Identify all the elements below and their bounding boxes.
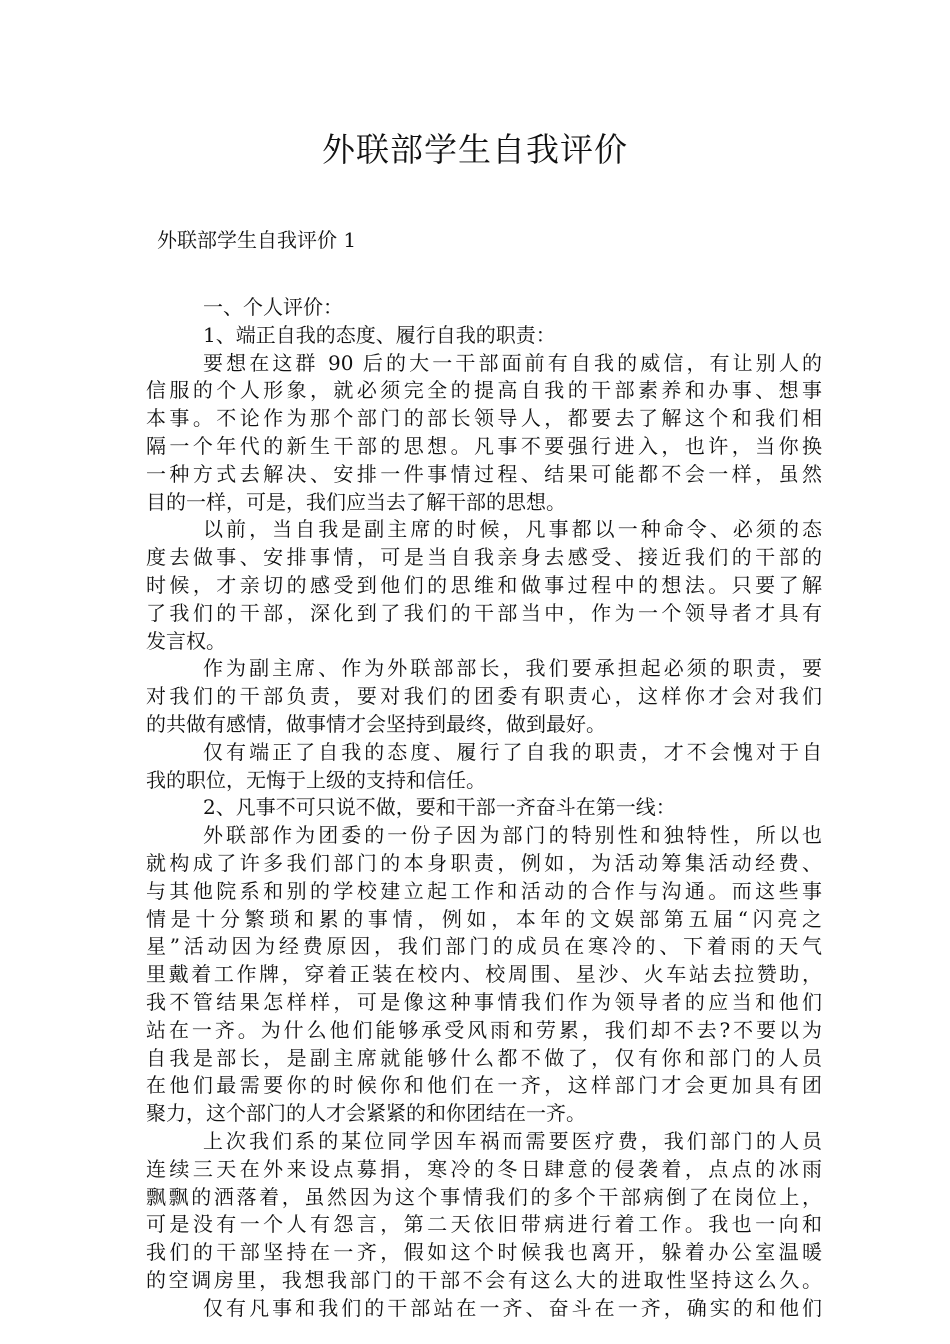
text-line: 一种方式去解决、安排一件事情过程、结果可能都不会一样，虽然 <box>146 461 822 486</box>
text-line: 与其他院系和别的学校建立起工作和活动的合作与沟通。而这些事 <box>146 878 822 903</box>
text-line: 就构成了许多我们部门的本身职责，例如，为活动筹集活动经费、 <box>146 850 822 875</box>
text-line: 以前，当自我是副主席的时候，凡事都以一种命令、必须的态 <box>203 517 822 542</box>
text-line: 飘飘的洒落着，虽然因为这个事情我们的多个干部病倒了在岗位上， <box>146 1184 822 1209</box>
document-body <box>146 294 822 1322</box>
text-line: 信服的个人形象，就必须完全的提高自我的干部素养和办事、想事 <box>146 378 822 403</box>
text-line: 本事。不论作为那个部门的部长领导人，都要去了解这个和我们相 <box>146 406 822 431</box>
text-line: 外联部作为团委的一份子因为部门的特别性和独特性，所以也 <box>203 823 822 848</box>
text-line: 情是十分繁琐和累的事情，例如，本年的文娱部第五届“闪亮之 <box>146 906 822 931</box>
text-line: 我的职位，无悔于上级的支持和信任。 <box>146 767 486 792</box>
text-line: 度去做事、安排事情，可是当自我亲身去感受、接近我们的干部的 <box>146 545 822 570</box>
text-line: 1、端正自我的态度、履行自我的职责： <box>203 322 556 347</box>
document-subtitle: 外联部学生自我评价 1 <box>157 228 357 252</box>
text-line: 对我们的干部负责，要对我们的团委有职责心，这样你才会对我们 <box>146 684 822 709</box>
text-line: 星”活动因为经费原因，我们部门的成员在寒冷的、下着雨的天气 <box>146 934 822 959</box>
text-line: 连续三天在外来设点募捐，寒冷的冬日肆意的侵袭着，点点的冰雨 <box>146 1156 822 1181</box>
text-line: 发言权。 <box>146 628 226 653</box>
text-line: 上次我们系的某位同学因车祸而需要医疗费，我们部门的人员 <box>203 1128 822 1153</box>
text-line: 2、凡事不可只说不做，要和干部一齐奋斗在第一线： <box>203 795 676 820</box>
text-line: 我不管结果怎样样，可是像这种事情我们作为领导者的应当和他们 <box>146 989 822 1014</box>
text-line: 自我是部长，是副主席就能够什么都不做了，仅有你和部门的人员 <box>146 1045 822 1070</box>
text-line: 的空调房里，我想我部门的干部不会有这么大的进取性坚持这么久。 <box>146 1267 822 1292</box>
text-line: 时候，才亲切的感受到他们的思维和做事过程中的想法。只要了解 <box>146 572 822 597</box>
text-line: 仅有凡事和我们的干部站在一齐、奋斗在一齐，确实的和他们 <box>203 1295 822 1320</box>
text-line: 我们的干部坚持在一齐，假如这个时候我也离开，躲着办公室温暖 <box>146 1240 822 1265</box>
text-line: 可是没有一个人有怨言，第二天依旧带病进行着工作。我也一向和 <box>146 1212 822 1237</box>
text-line: 目的一样，可是，我们应当去了解干部的思想。 <box>146 489 566 514</box>
text-line: 作为副主席、作为外联部部长，我们要承担起必须的职责，要 <box>203 656 822 681</box>
text-line: 一、个人评价： <box>203 295 343 319</box>
text-line: 里戴着工作牌，穿着正装在校内、校周围、星沙、火车站去拉赞助， <box>146 962 822 987</box>
text-line: 聚力，这个部门的人才会紧紧的和你团结在一齐。 <box>146 1101 586 1126</box>
text-line: 站在一齐。为什么他们能够承受风雨和劳累，我们却不去?不要以为 <box>146 1017 822 1042</box>
text-line: 隔一个年代的新生干部的思想。凡事不要强行进入，也许，当你换 <box>146 433 822 458</box>
text-line: 仅有端正了自我的态度、履行了自我的职责，才不会愧对于自 <box>203 739 822 764</box>
text-line: 要想在这群 90 后的大一干部面前有自我的威信，有让别人的 <box>203 350 822 375</box>
text-line: 了我们的干部，深化到了我们的干部当中，作为一个领导者才具有 <box>146 600 822 625</box>
text-line: 在他们最需要你的时候你和他们在一齐，这样部门才会更加具有团 <box>146 1073 822 1098</box>
document-title: 外联部学生自我评价 <box>322 130 628 169</box>
text-line: 的共做有感情，做事情才会坚持到最终，做到最好。 <box>146 711 606 736</box>
